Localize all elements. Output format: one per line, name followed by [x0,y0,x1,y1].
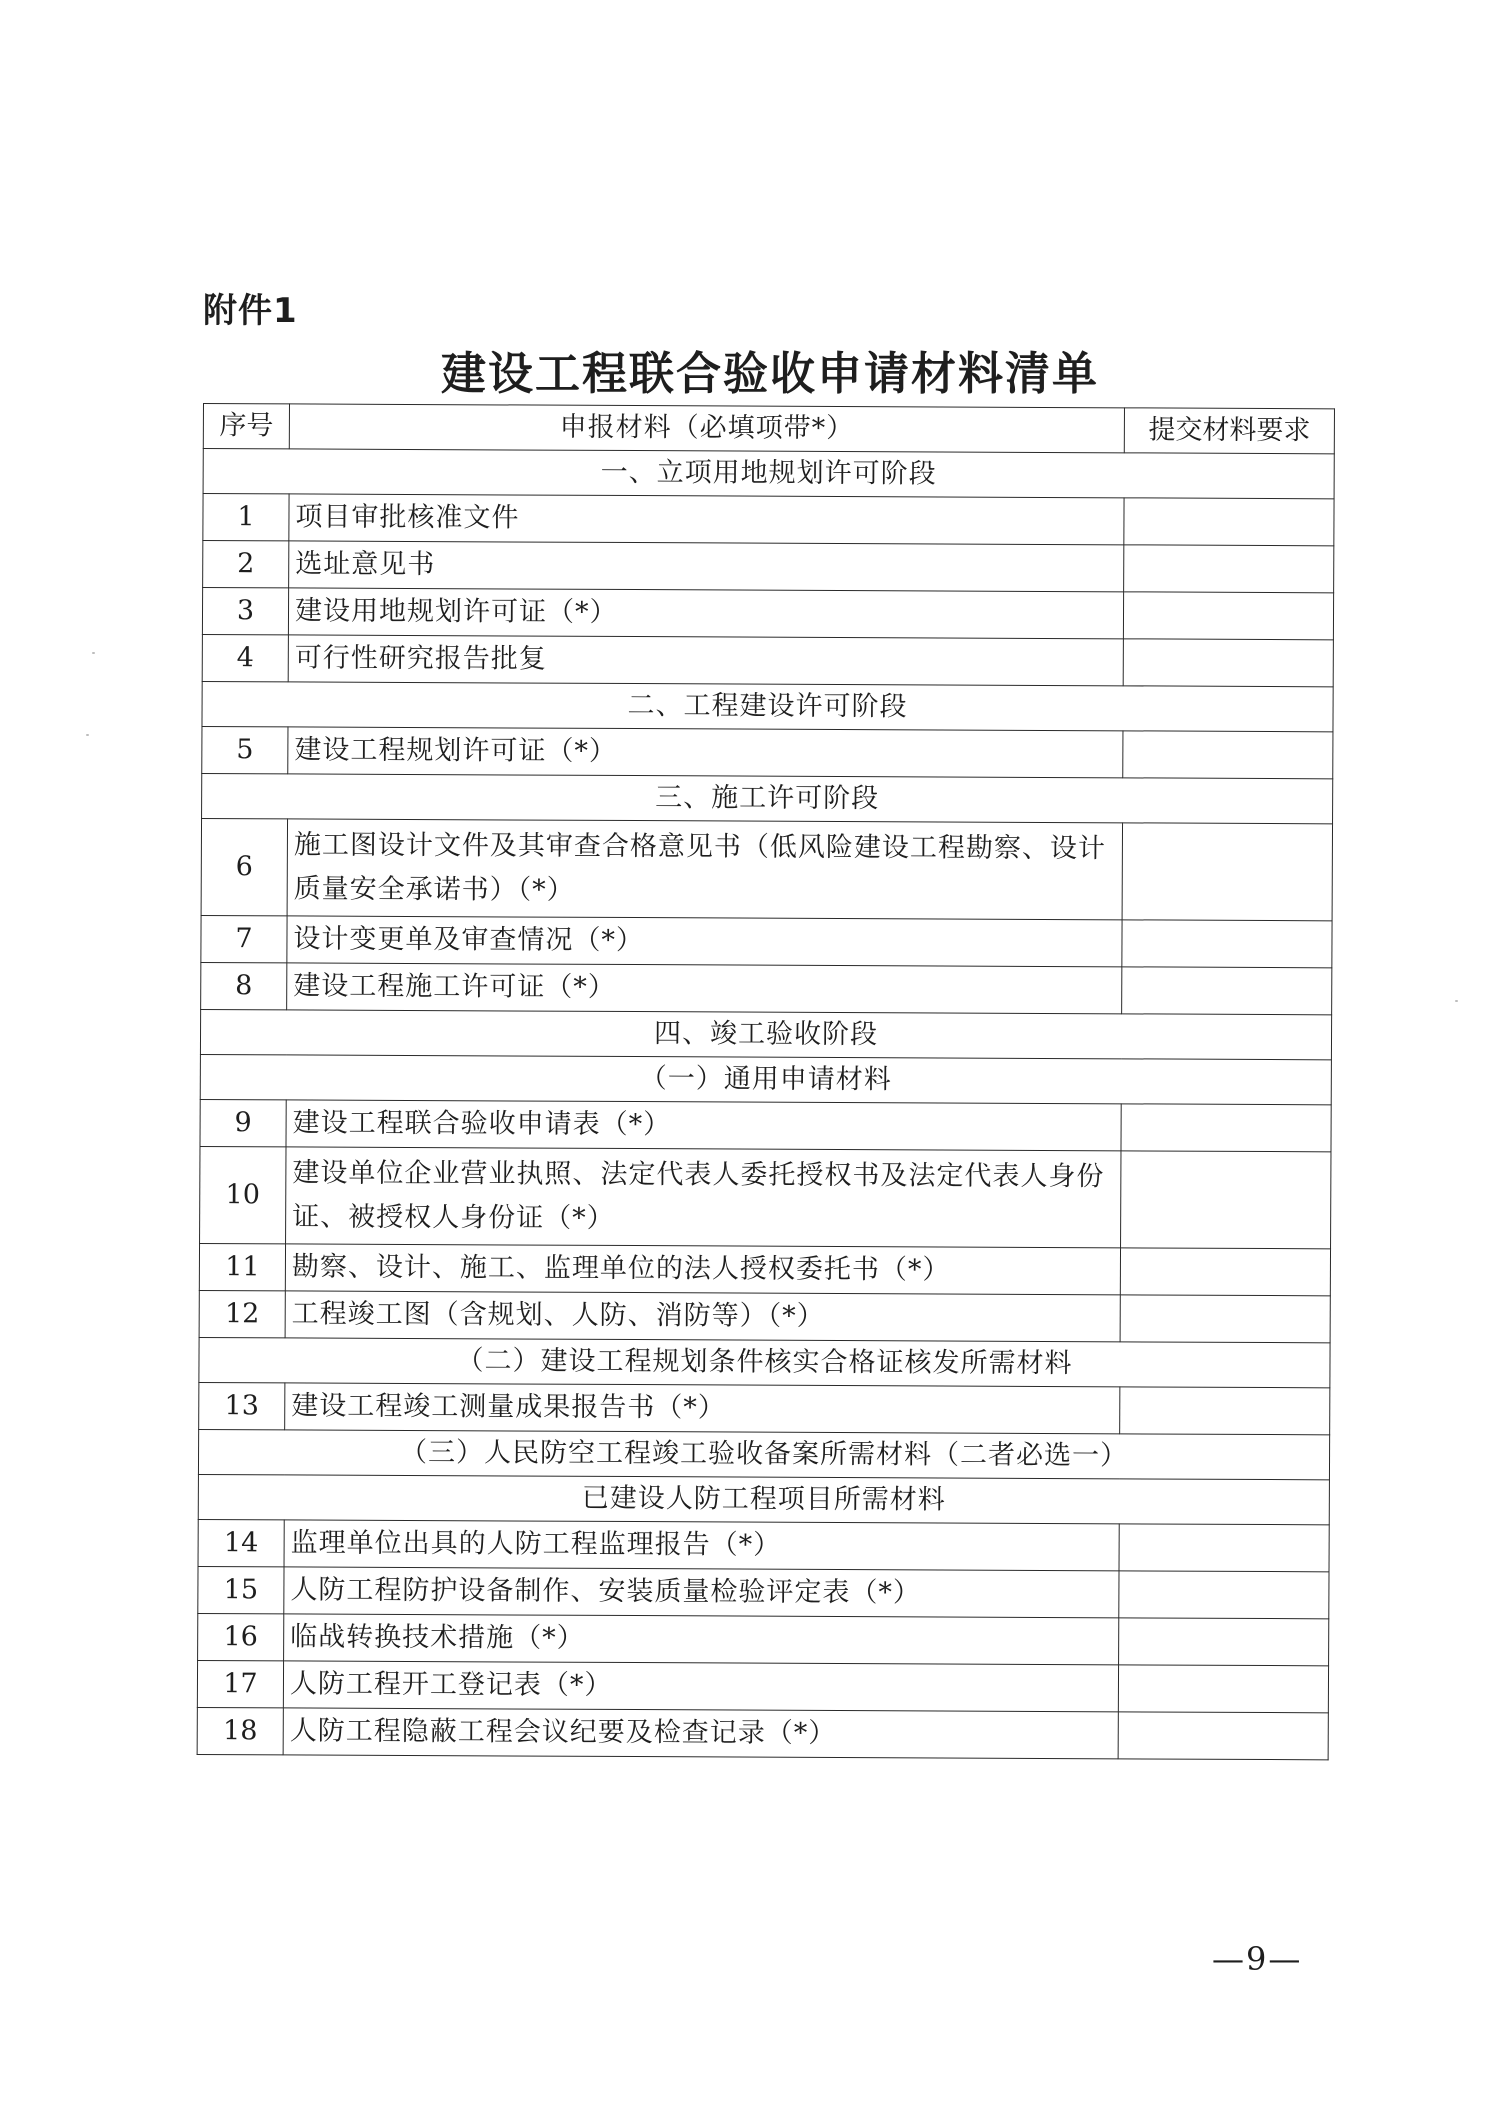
item-serial-number: 10 [200,1146,286,1243]
item-requirement-cell [1124,545,1334,593]
item-serial-number: 14 [198,1519,284,1566]
attachment-label: 附件1 [203,291,298,331]
item-requirement-cell [1121,1104,1331,1152]
item-serial-number: 8 [201,962,287,1009]
material-item-row [199,1290,1330,1342]
header-serial-number: 序号 [203,404,289,449]
material-item-row [200,1146,1331,1248]
item-requirement-cell [1123,639,1333,687]
item-requirement-cell [1118,1712,1328,1760]
material-item-row [203,494,1334,546]
item-serial-number: 16 [198,1613,284,1660]
materials-checklist-table [197,403,1335,1760]
header-application-material: 申报材料（必填项带*） [289,404,1124,453]
item-serial-number: 7 [201,915,287,962]
item-requirement-cell [1120,1295,1330,1343]
item-serial-number: 17 [197,1660,283,1707]
item-material-name: 建设工程竣工测量成果报告书（*） [285,1383,1120,1434]
item-serial-number: 11 [199,1243,285,1290]
item-material-name: 项目审批核准文件 [289,494,1124,545]
material-item-row [199,1243,1330,1295]
material-item-row [202,634,1333,686]
scan-speck [92,652,95,654]
material-item-row [197,1660,1328,1712]
item-requirement-cell [1121,1151,1331,1249]
item-serial-number: 4 [202,634,288,681]
item-material-name: 人防工程防护设备制作、安装质量检验评定表（*） [284,1567,1119,1618]
material-item-row [197,1707,1328,1759]
material-item-row [201,818,1332,920]
document-title: 建设工程联合验收申请材料清单 [440,347,1099,400]
scan-speck [86,734,89,736]
material-item-row [203,541,1334,593]
item-material-name: 建设工程规划许可证（*） [288,727,1123,778]
section-heading-row [202,681,1333,731]
material-item-row [202,588,1333,640]
item-requirement-cell [1119,1618,1329,1666]
material-item-row [198,1613,1329,1665]
section-heading: （二）建设工程规划条件核实合格证核发所需材料 [199,1337,1330,1387]
item-serial-number: 18 [197,1707,283,1754]
item-serial-number: 9 [200,1099,286,1146]
table-header-row [203,404,1334,454]
material-item-row [199,1382,1330,1434]
header-submission-requirement: 提交材料要求 [1124,408,1334,454]
item-material-name: 建设工程联合验收申请表（*） [286,1100,1121,1151]
section-heading-row [202,773,1333,823]
material-item-row [198,1566,1329,1618]
item-serial-number: 5 [202,726,288,773]
item-serial-number: 2 [203,541,289,588]
item-requirement-cell [1123,592,1333,640]
item-serial-number: 15 [198,1566,284,1613]
page-number: —9— [1212,1940,1303,1978]
item-serial-number: 1 [203,494,289,541]
section-heading: 三、施工许可阶段 [202,773,1333,823]
item-serial-number: 13 [199,1382,285,1429]
item-material-name: 建设用地规划许可证（*） [288,588,1123,639]
item-material-name: 可行性研究报告批复 [288,635,1123,686]
section-heading-row [200,1009,1331,1059]
scan-speck [1455,1000,1458,1002]
item-material-name: 选址意见书 [289,541,1124,592]
item-requirement-cell [1124,498,1334,546]
item-material-name: 建设单位企业营业执照、法定代表人委托授权书及法定代表人身份证、被授权人身份证（*） [286,1147,1121,1248]
section-heading-row [198,1429,1329,1479]
material-item-row [201,962,1332,1014]
section-heading: 一、立项用地规划许可阶段 [203,449,1334,499]
item-material-name: 设计变更单及审查情况（*） [287,916,1122,967]
item-serial-number: 6 [201,818,287,915]
section-heading: 四、竣工验收阶段 [200,1009,1331,1059]
item-material-name: 人防工程隐蔽工程会议纪要及检查记录（*） [283,1708,1118,1759]
item-requirement-cell [1120,1248,1330,1296]
item-requirement-cell [1122,823,1332,921]
section-heading-row [203,449,1334,499]
item-material-name: 人防工程开工登记表（*） [283,1661,1118,1712]
item-requirement-cell [1119,1571,1329,1619]
item-requirement-cell [1122,967,1332,1015]
item-serial-number: 12 [199,1290,285,1337]
item-material-name: 勘察、设计、施工、监理单位的法人授权委托书（*） [285,1244,1120,1295]
material-item-row [202,726,1333,778]
item-material-name: 施工图设计文件及其审查合格意见书（低风险建设工程勘察、设计质量安全承诺书）（*） [287,819,1122,920]
item-material-name: 监理单位出具的人防工程监理报告（*） [284,1520,1119,1571]
section-heading: 二、工程建设许可阶段 [202,681,1333,731]
item-material-name: 工程竣工图（含规划、人防、消防等）（*） [285,1291,1120,1342]
item-material-name: 建设工程施工许可证（*） [287,963,1122,1014]
item-requirement-cell [1122,920,1332,968]
section-heading: （一）通用申请材料 [200,1054,1331,1104]
item-material-name: 临战转换技术措施（*） [284,1614,1119,1665]
section-heading: 已建设人防工程项目所需材料 [198,1474,1329,1524]
item-requirement-cell [1119,1524,1329,1572]
item-serial-number: 3 [202,588,288,635]
material-item-row [198,1519,1329,1571]
item-requirement-cell [1118,1665,1328,1713]
material-item-row [201,915,1332,967]
section-heading-row [199,1337,1330,1387]
item-requirement-cell [1123,731,1333,779]
section-heading-row [200,1054,1331,1104]
item-requirement-cell [1120,1387,1330,1435]
section-heading: （三）人民防空工程竣工验收备案所需材料（二者必选一） [198,1429,1329,1479]
table-body [197,404,1334,1760]
material-item-row [200,1099,1331,1151]
section-heading-row [198,1474,1329,1524]
